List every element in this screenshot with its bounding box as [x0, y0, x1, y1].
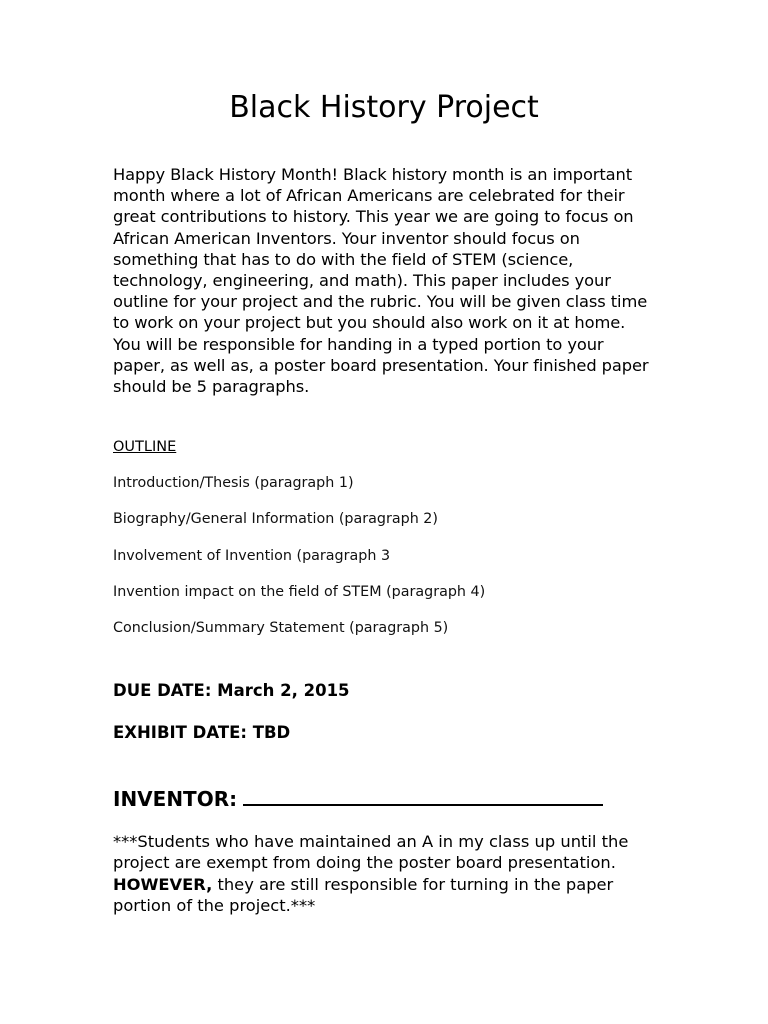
outline-item: Involvement of Invention (paragraph 3 — [113, 547, 391, 564]
page-title: Black History Project — [229, 90, 539, 125]
outline-item: Conclusion/Summary Statement (paragraph 5) — [113, 620, 449, 637]
outline-heading: OUTLINE — [113, 439, 177, 455]
inventor-field — [113, 784, 603, 813]
note-emphasis: HOWEVER, — [113, 874, 213, 894]
outline-list — [113, 473, 485, 654]
exhibit-date: EXHIBIT DATE: TBD — [113, 723, 291, 742]
due-date: DUE DATE: March 2, 2015 — [113, 681, 350, 700]
intro-paragraph: Happy Black History Month! Black history month is an important month where a lot of African Americans are celebrated for their great contributions to history. This year we are going to focus on African American Inventors. Your inventor should focus on something that has to do with the field of STEM (science, technology, engineering, and math). This paper includes your outline for your project and the rubric. You will be given class time to work on your project but you should also work on it at home. You will be responsible for handing in a typed portion to your paper, as well as, a poster board presentation. Your finished paper should be 5 paragraphs. — [113, 165, 649, 397]
exemption-note — [113, 831, 658, 917]
outline-item: Biography/General Information (paragraph 2) — [113, 511, 438, 528]
outline-item: Invention impact on the field of STEM (paragraph 4) — [113, 583, 486, 600]
inventor-label: INVENTOR: — [113, 787, 238, 811]
inventor-blank-line — [243, 784, 603, 806]
note-text-end: they are still responsible for turning in the paper portion of the project.*** — [113, 874, 614, 916]
note-text-start: ***Students who have maintained an A in my class up until the project are exempt from doing the poster board presentation. — [113, 832, 629, 873]
outline-item: Introduction/Thesis (paragraph 1) — [113, 475, 354, 491]
